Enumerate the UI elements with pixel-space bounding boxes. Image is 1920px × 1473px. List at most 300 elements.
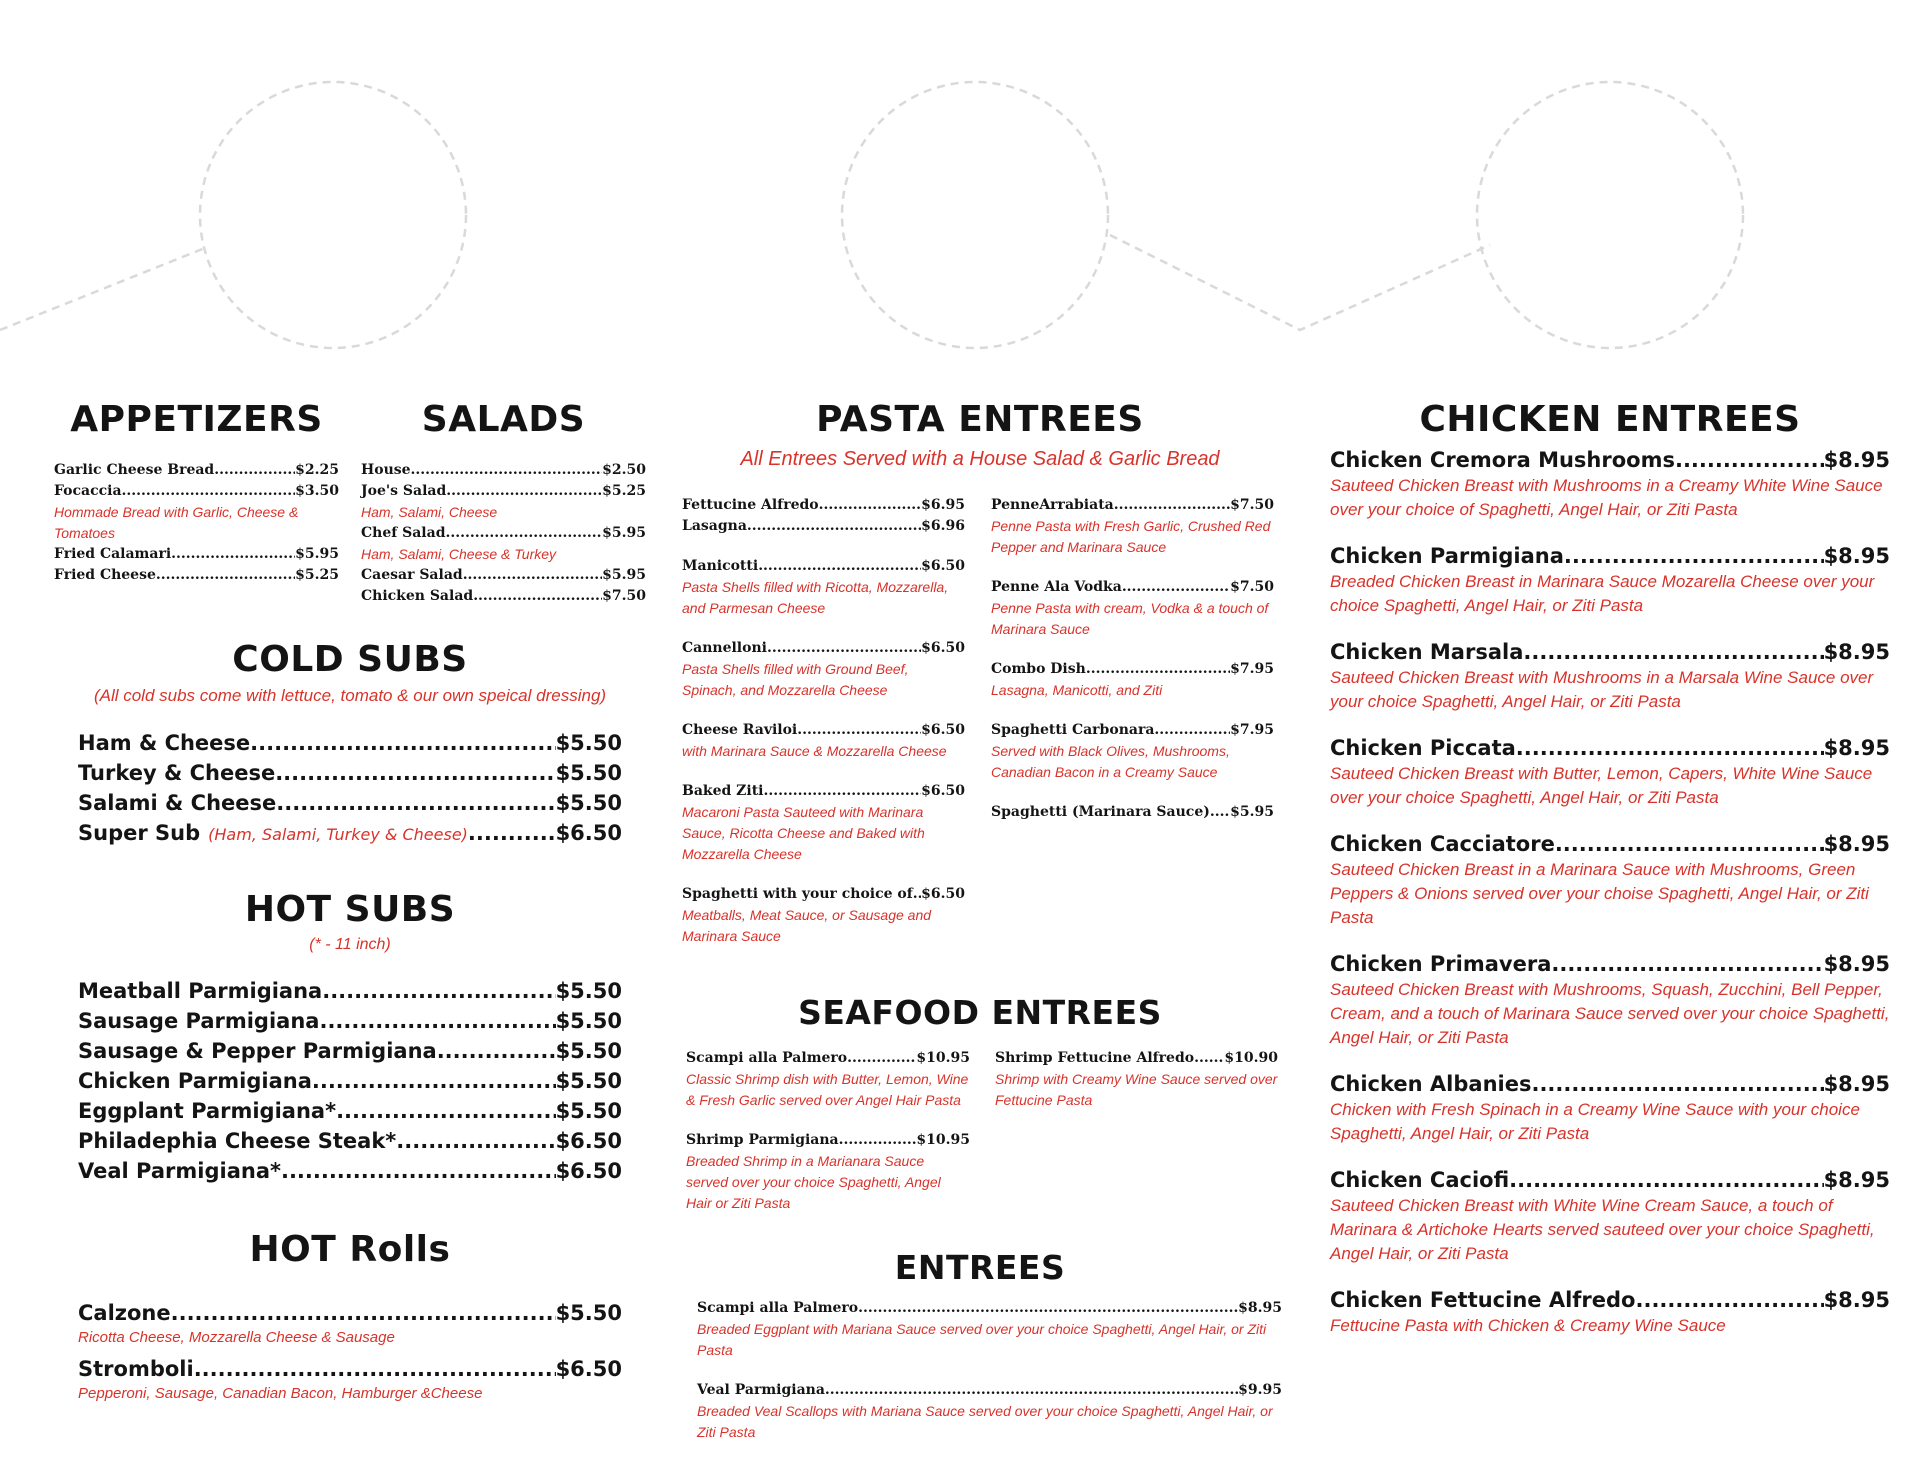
item-name: Chicken Piccata xyxy=(1330,735,1516,760)
menu-item-row xyxy=(78,758,622,788)
item-description: Meatballs, Meat Sauce, or Sausage and Marinara Sauce xyxy=(682,907,932,944)
menu-item xyxy=(682,884,965,947)
menu-item-row xyxy=(78,1156,622,1186)
item-price: $2.25 xyxy=(295,461,339,478)
dot-leader xyxy=(437,1036,556,1066)
dot-leader xyxy=(156,565,295,586)
entrees-heading: ENTREES xyxy=(894,1248,1066,1287)
dot-leader xyxy=(250,728,555,758)
menu-item xyxy=(1330,1166,1890,1266)
item-description: Sauteed Chicken Breast with Mushrooms, Squash, Zucchini, Bell Pepper, Cream, and a touch of Marinara Sauce served over your choice Spaghetti, Angel Hair, or Ziti Pasta xyxy=(1330,979,1890,1047)
dot-leader xyxy=(171,544,295,565)
menu-item-row xyxy=(54,544,339,565)
item-name: Shrimp Fettucine Alfredo xyxy=(995,1050,1195,1066)
item-name: Fried Calamari xyxy=(54,545,172,562)
item-description: Penne Pasta with cream, Vodka & a touch of Marinara Sauce xyxy=(991,600,1269,637)
item-name: Veal Parmigiana xyxy=(697,1382,825,1398)
appetizers-heading: APPETIZERS xyxy=(70,399,323,440)
decorative-circles xyxy=(0,0,1920,360)
menu-item xyxy=(686,1048,970,1111)
item-price: $6.50 xyxy=(555,820,622,845)
item-price: $8.95 xyxy=(1823,1287,1890,1312)
chicken-heading: CHICKEN ENTREES xyxy=(1419,399,1801,440)
dot-leader xyxy=(913,884,921,905)
item-name: Stromboli xyxy=(78,1356,194,1381)
dot-leader xyxy=(468,818,556,848)
menu-item xyxy=(682,556,965,619)
item-name: Garlic Cheese Bread xyxy=(54,461,215,478)
menu-item-row xyxy=(682,495,965,516)
cold-subs-note: (All cold subs come with lettuce, tomato & our own speical dressing) xyxy=(93,685,607,705)
item-price: $6.50 xyxy=(555,1158,622,1183)
item-name: Chicken Fettucine Alfredo xyxy=(1330,1287,1636,1312)
menu-item xyxy=(361,460,646,481)
item-name: Sausage Parmigiana xyxy=(78,1008,320,1033)
salads-heading: SALADS xyxy=(421,399,586,440)
menu-item-row xyxy=(991,495,1274,516)
item-price: $5.25 xyxy=(295,566,339,583)
item-price: $5.50 xyxy=(555,730,622,755)
menu-item xyxy=(78,1036,622,1066)
item-price: $5.50 xyxy=(555,1068,622,1093)
item-name: Chicken Primavera xyxy=(1330,951,1552,976)
menu-item xyxy=(686,1130,970,1214)
item-price: $5.95 xyxy=(295,545,339,562)
item-description: Served with Black Olives, Mushrooms, Canadian Bacon in a Creamy Sauce xyxy=(991,743,1230,780)
dot-leader xyxy=(758,556,921,577)
item-description: with Marinara Sauce & Mozzarella Cheese xyxy=(682,743,947,759)
menu-item xyxy=(682,495,965,516)
menu-item xyxy=(78,1066,622,1096)
item-price: $5.95 xyxy=(602,566,646,583)
dot-leader xyxy=(1086,659,1230,680)
dot-leader xyxy=(1210,802,1230,823)
appetizers-list xyxy=(54,460,339,586)
hot-subs-list xyxy=(78,976,622,1186)
dot-leader xyxy=(1509,1166,1823,1194)
item-price: $8.95 xyxy=(1823,735,1890,760)
menu-item-group xyxy=(991,659,1274,701)
menu-item xyxy=(1330,542,1890,618)
item-price: $8.95 xyxy=(1823,639,1890,664)
menu-item-row xyxy=(697,1380,1282,1401)
menu-item xyxy=(697,1380,1282,1443)
dot-leader xyxy=(322,976,555,1006)
menu-item xyxy=(1330,950,1890,1050)
menu-item-row xyxy=(78,976,622,1006)
dot-leader xyxy=(747,516,921,537)
dot-leader xyxy=(336,1096,556,1126)
entrees-section xyxy=(680,1250,1280,1286)
salads-list xyxy=(361,460,646,607)
menu-item xyxy=(991,495,1274,558)
menu-item-row xyxy=(682,556,965,577)
menu-item-row xyxy=(1330,734,1890,762)
item-price: $10.95 xyxy=(916,1132,970,1148)
seafood-right-list xyxy=(995,1048,1278,1130)
item-name: Eggplant Parmigiana* xyxy=(78,1098,337,1123)
item-name: Meatball Parmigiana xyxy=(78,978,323,1003)
item-price: $8.95 xyxy=(1823,951,1890,976)
item-name: Veal Parmigiana* xyxy=(78,1158,281,1183)
dot-leader xyxy=(319,1006,555,1036)
item-price: $6.50 xyxy=(921,558,965,574)
item-price: $5.95 xyxy=(1230,804,1274,820)
menu-item xyxy=(995,1048,1278,1111)
menu-item-row xyxy=(686,1048,970,1069)
seafood-heading: SEAFOOD ENTREES xyxy=(798,993,1162,1032)
menu-item xyxy=(1330,734,1890,810)
item-description: Ham, Salami, Cheese xyxy=(361,503,498,520)
menu-item-row xyxy=(361,523,646,544)
dot-leader xyxy=(275,758,555,788)
item-name: Penne Ala Vodka xyxy=(991,579,1122,595)
menu-item-row xyxy=(991,577,1274,598)
menu-item-row xyxy=(1330,542,1890,570)
item-name: Cheese Raviloi xyxy=(682,722,798,738)
item-price: $6.50 xyxy=(921,722,965,738)
item-price: $8.95 xyxy=(1823,447,1890,472)
item-price: $8.95 xyxy=(1823,831,1890,856)
item-description: Ricotta Cheese, Mozzarella Cheese & Sausage xyxy=(78,1328,395,1346)
item-name: Caesar Salad xyxy=(361,566,463,583)
item-name: Super Sub xyxy=(78,820,201,845)
item-description: Sauteed Chicken Breast with Mushrooms in a Marsala Wine Sauce over your choice Spaghetti, Angel Hair, or Ziti Pasta xyxy=(1330,667,1874,711)
menu-item-row xyxy=(78,1066,622,1096)
menu-item xyxy=(361,523,646,565)
menu-item-group xyxy=(991,577,1274,640)
item-price: $2.50 xyxy=(602,461,646,478)
item-price: $7.50 xyxy=(1230,579,1274,595)
menu-item xyxy=(991,720,1274,783)
menu-item xyxy=(361,481,646,523)
dot-leader xyxy=(276,788,555,818)
item-price: $7.95 xyxy=(1230,661,1274,677)
dot-leader xyxy=(847,1048,916,1069)
seafood-section xyxy=(680,995,1280,1031)
menu-item xyxy=(1330,830,1890,930)
item-price: $5.50 xyxy=(555,978,622,1003)
item-name: Chef Salad xyxy=(361,524,446,541)
item-name: Salami & Cheese xyxy=(78,790,277,815)
item-name: Chicken Marsala xyxy=(1330,639,1524,664)
item-name: Joe's Salad xyxy=(361,482,447,499)
menu-item xyxy=(54,460,339,481)
item-name: Chicken Caciofi xyxy=(1330,1167,1510,1192)
menu-item-row xyxy=(361,586,646,607)
dot-leader xyxy=(214,460,295,481)
item-name: Spaghetti with your choice of xyxy=(682,886,913,902)
menu-item-row xyxy=(682,884,965,905)
item-price: $5.95 xyxy=(602,524,646,541)
dot-leader xyxy=(1531,1070,1823,1098)
menu-item-group xyxy=(682,720,965,762)
menu-item-row xyxy=(78,1006,622,1036)
item-name: Manicotti xyxy=(682,558,759,574)
menu-item xyxy=(54,565,339,586)
menu-item-row xyxy=(78,1096,622,1126)
item-price: $8.95 xyxy=(1823,1167,1890,1192)
menu-item-group xyxy=(682,638,965,701)
chicken-section xyxy=(1330,400,1890,1358)
item-price: $5.50 xyxy=(555,790,622,815)
dot-leader xyxy=(171,1298,556,1328)
menu-item-row xyxy=(54,565,339,586)
hot-rolls-section xyxy=(78,1230,622,1410)
menu-item xyxy=(1330,638,1890,714)
salads-section xyxy=(361,400,646,607)
item-price: $5.50 xyxy=(555,760,622,785)
item-name: Lasagna xyxy=(682,518,747,534)
item-description: Sauteed Chicken Breast with Mushrooms in a Creamy White Wine Sauce over your choice of Spaghetti, Angel Hair, or Ziti Pasta xyxy=(1330,475,1883,519)
cold-subs-section xyxy=(78,640,622,850)
item-price: $10.95 xyxy=(916,1050,970,1066)
menu-item xyxy=(682,516,965,537)
menu-item xyxy=(78,728,622,758)
item-description: Breaded Eggplant with Mariana Sauce served over your choice Spaghetti, Angel Hair, or Ziti Pasta xyxy=(697,1321,1267,1358)
hot-subs-section xyxy=(78,890,622,1186)
dot-leader xyxy=(1551,950,1823,978)
menu-item xyxy=(78,788,622,818)
item-inline-note: (Ham, Salami, Turkey & Cheese) xyxy=(208,824,468,844)
item-name: Spaghetti Carbonara xyxy=(991,722,1155,738)
item-price: $6.50 xyxy=(555,1128,622,1153)
item-description: Hommade Bread with Garlic, Cheese & Tomatoes xyxy=(54,503,299,541)
dot-leader xyxy=(1523,638,1823,666)
dot-leader xyxy=(1122,577,1230,598)
item-price: $10.90 xyxy=(1224,1050,1278,1066)
item-price: $8.95 xyxy=(1823,543,1890,568)
dot-leader xyxy=(312,1066,556,1096)
dot-leader xyxy=(767,638,921,659)
item-price: $6.50 xyxy=(921,640,965,656)
item-description: Chicken with Fresh Spinach in a Creamy Wine Sauce with your choice Spaghetti, Angel Hair, or Ziti Pasta xyxy=(1330,1099,1860,1143)
menu-item-group xyxy=(991,495,1274,558)
dot-leader xyxy=(1564,542,1824,570)
item-name: Combo Dish xyxy=(991,661,1086,677)
menu-item-row xyxy=(78,818,622,850)
item-description: Pasta Shells filled with Ricotta, Mozzarella, and Parmesan Cheese xyxy=(682,579,949,616)
menu-item xyxy=(1330,1070,1890,1146)
item-description: Pepperoni, Sausage, Canadian Bacon, Hamburger &Cheese xyxy=(78,1384,483,1402)
menu-item-row xyxy=(686,1130,970,1151)
menu-item xyxy=(54,481,339,544)
item-description: Sauteed Chicken Breast with Butter, Lemon, Capers, White Wine Sauce over your choice Spaghetti, Angel Hair, or Ziti Pasta xyxy=(1330,763,1873,807)
item-description: Shrimp with Creamy Wine Sauce served over Fettucine Pasta xyxy=(995,1071,1278,1108)
dot-leader xyxy=(1555,830,1824,858)
dot-leader xyxy=(396,1126,555,1156)
item-name: Ham & Cheese xyxy=(78,730,251,755)
item-description: Macaroni Pasta Sauteed with Marinara Sauce, Ricotta Cheese and Baked with Mozzarella Cheese xyxy=(682,804,925,862)
dot-leader xyxy=(1675,446,1824,474)
menu-item-group xyxy=(991,802,1274,823)
menu-item-row xyxy=(361,460,646,481)
item-price: $5.50 xyxy=(555,1008,622,1033)
menu-item xyxy=(682,781,965,865)
menu-item-row xyxy=(682,516,965,537)
chicken-list xyxy=(1330,446,1890,1338)
item-name: House xyxy=(361,461,411,478)
menu-item xyxy=(682,638,965,701)
item-description: Pasta Shells filled with Ground Beef, Spinach, and Mozzarella Cheese xyxy=(682,661,909,698)
dot-leader xyxy=(281,1156,556,1186)
dot-leader xyxy=(1635,1286,1823,1314)
menu-item-row xyxy=(991,720,1274,741)
item-price: $5.50 xyxy=(555,1300,622,1325)
dot-leader xyxy=(1114,495,1230,516)
item-description: Penne Pasta with Fresh Garlic, Crushed Red Pepper and Marinara Sauce xyxy=(991,518,1271,555)
seafood-left-list xyxy=(686,1048,970,1233)
dot-leader xyxy=(819,495,922,516)
item-description: Breaded Veal Scallops with Mariana Sauce served over your choice Spaghetti, Angel Hair, or Ziti Pasta xyxy=(697,1403,1273,1440)
item-price: $3.50 xyxy=(295,482,339,499)
pasta-left-list xyxy=(682,495,965,966)
item-price: $8.95 xyxy=(1823,1071,1890,1096)
cold-subs-list xyxy=(78,728,622,850)
menu-item-row xyxy=(78,728,622,758)
item-name: Scampi alla Palmero xyxy=(686,1050,848,1066)
menu-item xyxy=(78,1298,622,1348)
item-name: PenneArrabiata xyxy=(991,497,1114,513)
dot-leader xyxy=(1194,1048,1224,1069)
menu-item xyxy=(78,1156,622,1186)
menu-item-row xyxy=(697,1298,1282,1319)
menu-item-row xyxy=(1330,1070,1890,1098)
pasta-right-list xyxy=(991,495,1274,842)
pasta-heading: PASTA ENTREES xyxy=(816,399,1144,440)
pasta-section xyxy=(680,400,1280,471)
item-name: Chicken Parmigiana xyxy=(1330,543,1564,568)
menu-item xyxy=(991,659,1274,701)
menu-item xyxy=(697,1298,1282,1361)
dot-leader xyxy=(463,565,602,586)
menu-item-row xyxy=(78,1354,622,1384)
menu-item-row xyxy=(54,481,339,502)
dot-leader xyxy=(473,586,602,607)
dot-leader xyxy=(1154,720,1230,741)
menu-item-row xyxy=(1330,830,1890,858)
menu-item-row xyxy=(78,1298,622,1328)
menu-item-group xyxy=(682,495,965,537)
item-name: Chicken Cremora Mushrooms xyxy=(1330,447,1675,472)
entrees-list xyxy=(697,1298,1282,1462)
dot-leader xyxy=(411,460,603,481)
dot-leader xyxy=(839,1130,917,1151)
menu-item xyxy=(78,758,622,788)
dot-leader xyxy=(1516,734,1824,762)
item-name: Philadephia Cheese Steak* xyxy=(78,1128,397,1153)
item-price: $5.50 xyxy=(555,1098,622,1123)
item-price: $8.95 xyxy=(1238,1300,1282,1316)
item-description: Classic Shrimp dish with Butter, Lemon, Wine & Fresh Garlic served over Angel Hair Pasta xyxy=(686,1071,969,1108)
item-name: Focaccia xyxy=(54,482,122,499)
menu-item-row xyxy=(78,1126,622,1156)
dot-leader xyxy=(858,1298,1238,1319)
hot-subs-heading: HOT SUBS xyxy=(244,889,456,930)
item-name: Chicken Albanies xyxy=(1330,1071,1532,1096)
menu-item xyxy=(1330,1286,1890,1338)
item-name: Spaghetti (Marinara Sauce) xyxy=(991,804,1210,820)
dot-leader xyxy=(194,1354,556,1384)
item-name: Chicken Parmigiana xyxy=(78,1068,312,1093)
menu-item xyxy=(361,586,646,607)
item-name: Turkey & Cheese xyxy=(78,760,276,785)
menu-item-row xyxy=(991,802,1274,823)
menu-item-row xyxy=(361,565,646,586)
item-name: Sausage & Pepper Parmigiana xyxy=(78,1038,437,1063)
hot-rolls-heading: HOT Rolls xyxy=(249,1229,451,1270)
dot-leader xyxy=(764,781,922,802)
item-price: $7.95 xyxy=(1230,722,1274,738)
cold-subs-heading: COLD SUBS xyxy=(232,639,468,680)
hot-subs-note: (* - 11 inch) xyxy=(309,935,391,953)
menu-item-row xyxy=(1330,638,1890,666)
item-price: $7.50 xyxy=(602,587,646,604)
item-price: $6.50 xyxy=(555,1356,622,1381)
menu-item-row xyxy=(1330,1166,1890,1194)
item-description: Breaded Chicken Breast in Marinara Sauce Mozarella Cheese over your choice Spaghetti, Angel Hair, or Ziti Pasta xyxy=(1330,571,1875,615)
item-description: Fettucine Pasta with Chicken & Creamy Wine Sauce xyxy=(1330,1315,1726,1335)
menu-item-row xyxy=(995,1048,1278,1069)
menu-item xyxy=(54,544,339,565)
menu-item-row xyxy=(682,638,965,659)
menu-item-group xyxy=(682,781,965,865)
menu-item-row xyxy=(682,720,965,741)
pasta-note: All Entrees Served with a House Salad & Garlic Bread xyxy=(740,447,1220,470)
menu-item-group xyxy=(682,556,965,619)
item-price: $6.95 xyxy=(921,497,965,513)
dot-leader xyxy=(446,481,602,502)
menu-item-row xyxy=(1330,1286,1890,1314)
menu-item-row xyxy=(78,788,622,818)
item-name: Fettucine Alfredo xyxy=(682,497,819,513)
item-description: Lasagna, Manicotti, and Ziti xyxy=(991,682,1163,698)
item-description: Sauteed Chicken Breast with White Wine Cream Sauce, a touch of Marinara & Artichoke Hearts served sauteed over your choice Spaghetti, Angel Hair, or Ziti Pasta xyxy=(1330,1195,1875,1263)
menu-item-row xyxy=(54,460,339,481)
menu-item-row xyxy=(1330,950,1890,978)
menu-item-row xyxy=(682,781,965,802)
item-name: Fried Cheese xyxy=(54,566,156,583)
menu-item xyxy=(78,1354,622,1404)
menu-item xyxy=(682,720,965,762)
menu-item xyxy=(78,1126,622,1156)
dot-leader xyxy=(122,481,296,502)
menu-item xyxy=(78,1006,622,1036)
menu-item xyxy=(991,802,1274,823)
item-price: $5.25 xyxy=(602,482,646,499)
item-price: $5.50 xyxy=(555,1038,622,1063)
menu-item-row xyxy=(361,481,646,502)
menu-item-group xyxy=(682,884,965,947)
menu-item-row xyxy=(991,659,1274,680)
item-description: Ham, Salami, Cheese & Turkey xyxy=(361,545,557,562)
item-price: $9.95 xyxy=(1238,1382,1282,1398)
menu-item-row xyxy=(1330,446,1890,474)
item-name: Cannelloni xyxy=(682,640,767,656)
item-name: Scampi alla Palmero xyxy=(697,1300,859,1316)
appetizers-section xyxy=(54,400,339,586)
item-description: Sauteed Chicken Breast in a Marinara Sauce with Mushrooms, Green Peppers & Onions served over your choise Spaghetti, Angel Hair, or Ziti Pasta xyxy=(1330,859,1869,927)
item-price: $7.50 xyxy=(1230,497,1274,513)
item-name: Calzone xyxy=(78,1300,171,1325)
hot-rolls-list xyxy=(78,1298,622,1404)
dot-leader xyxy=(446,523,603,544)
menu-item-row xyxy=(78,1036,622,1066)
menu-item xyxy=(78,976,622,1006)
item-price: $6.96 xyxy=(921,518,965,534)
item-description: Breaded Shrimp in a Marianara Sauce served over your choice Spaghetti, Angel Hair or Ziti Pasta xyxy=(686,1153,941,1211)
dot-leader xyxy=(797,720,921,741)
